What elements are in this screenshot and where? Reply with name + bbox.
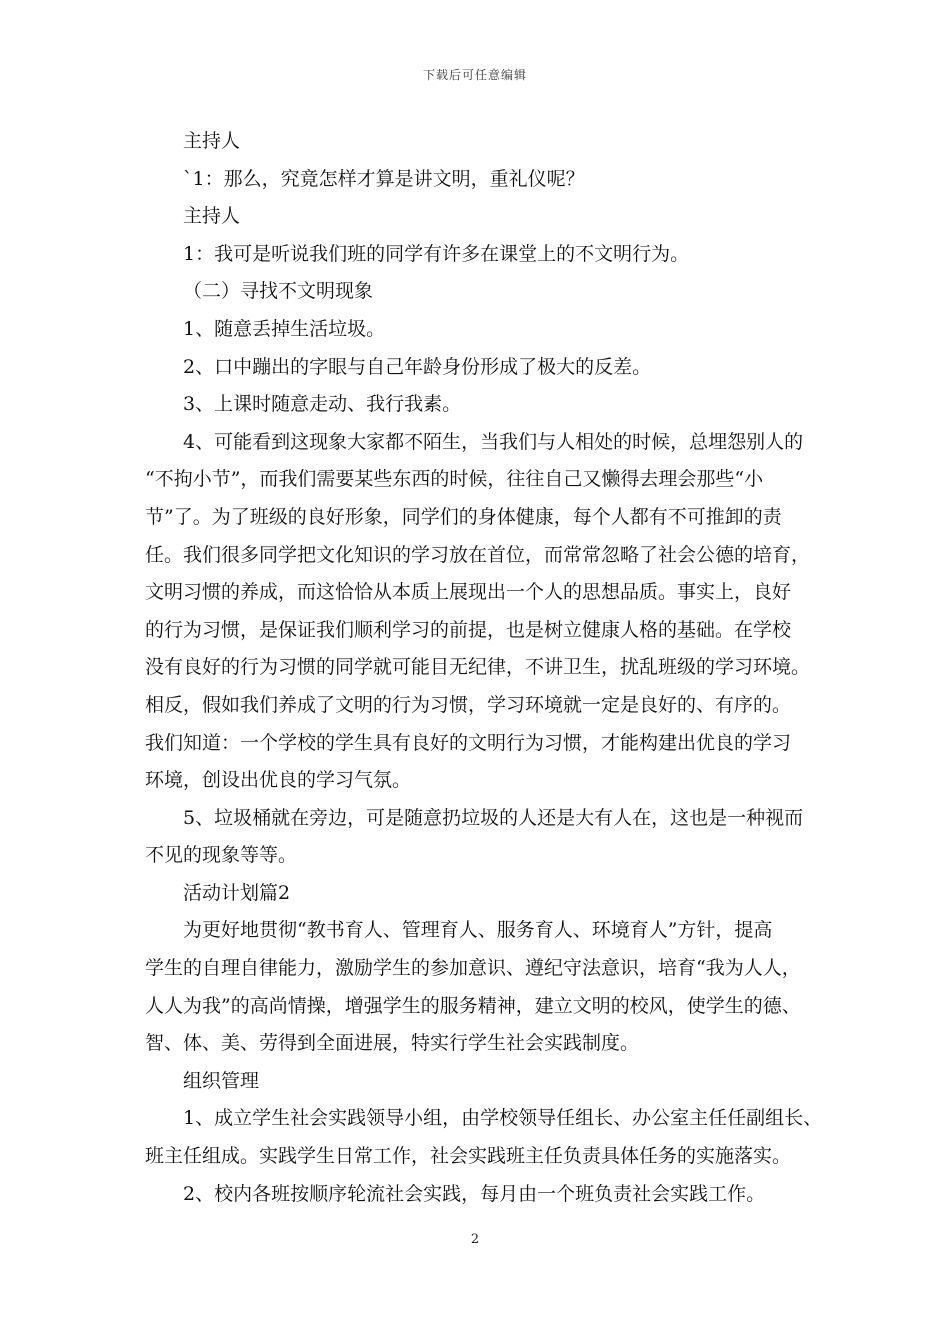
paragraph-line: 节”了。为了班级的良好形象，同学们的身体健康，每个人都有不可推卸的责 (145, 505, 782, 528)
paragraph-line: 环境，创设出优良的学习气氛。 (145, 769, 412, 792)
list-item: 2、校内各班按顺序轮流社会实践，每月由一个班负责社会实践工作。 (183, 1182, 766, 1205)
paragraph-line: 人人为我”的高尚情操，增强学生的服务精神，建立文明的校风，使学生的德、 (145, 994, 801, 1017)
paragraph-line: 学生的自理自律能力，激励学生的参加意识、遵纪守法意识，培育“我为人人， (145, 957, 801, 980)
paragraph-line: 的行为习惯，是保证我们顺利学习的前提，也是树立健康人格的基础。在学校 (145, 618, 792, 641)
list-item: 5、垃圾桶就在旁边，可是随意扔垃圾的人还是大有人在，这也是一种视而 (183, 806, 804, 829)
paragraph-line: 我们知道：一个学校的学生具有良好的文明行为习惯，才能构建出优良的学习 (145, 731, 792, 754)
paragraph-line: 主持人 (183, 205, 241, 228)
page-header: 下载后可任意编辑 (422, 68, 527, 82)
paragraph-line: `1：那么，究竟怎样才算是讲文明，重礼仪呢？ (183, 167, 585, 190)
section-heading: 活动计划篇2 (183, 881, 291, 904)
paragraph-line: 相反，假如我们养成了文明的行为习惯，学习环境就一定是良好的、有序的。 (145, 693, 792, 716)
paragraph-line: 文明习惯的养成，而这恰恰从本质上展现出一个人的思想品质。事实上，良好 (145, 581, 792, 604)
paragraph-line: 不见的现象等等。 (145, 844, 298, 867)
list-item: 3、上课时随意走动、我行我素。 (183, 393, 462, 416)
document-body (145, 123, 823, 1213)
paragraph-line: 没有良好的行为习惯的同学就可能目无纪律，不讲卫生，扰乱班级的学习环境。 (145, 656, 811, 679)
paragraph-line: 主持人 (183, 130, 241, 152)
section-heading: 组织管理 (183, 1069, 260, 1092)
paragraph-line: 1：我可是听说我们班的同学有许多在课堂上的不文明行为。 (183, 242, 690, 265)
list-item: 1、成立学生社会实践领导小组，由学校领导任组长、办公室主任任副组长、 (183, 1107, 823, 1130)
section-heading: （二）寻找不文明现象 (183, 280, 374, 303)
paragraph-line: 任。我们很多同学把文化知识的学习放在首位，而常常忽略了社会公德的培育， (145, 543, 811, 566)
paragraph-line: 班主任组成。实践学生日常工作，社会实践班主任负责具体任务的实施落实。 (145, 1145, 792, 1168)
paragraph-line: 智、体、美、劳得到全面进展，特实行学生社会实践制度。 (145, 1032, 640, 1055)
paragraph-line: “不拘小节”，而我们需要某些东西的时候，往往自己又懒得去理会那些“小 (145, 468, 764, 491)
list-item: 2、口中蹦出的字眼与自己年龄身份形成了极大的反差。 (183, 355, 652, 378)
page-number: 2 (470, 1232, 480, 1247)
paragraph-line: 为更好地贯彻“教书育人、管理育人、服务育人、环境育人”方针，提高 (183, 919, 773, 942)
list-item: 1、随意丢掉生活垃圾。 (183, 317, 386, 340)
list-item: 4、可能看到这现象大家都不陌生，当我们与人相处的时候，总埋怨别人的 (183, 430, 804, 453)
